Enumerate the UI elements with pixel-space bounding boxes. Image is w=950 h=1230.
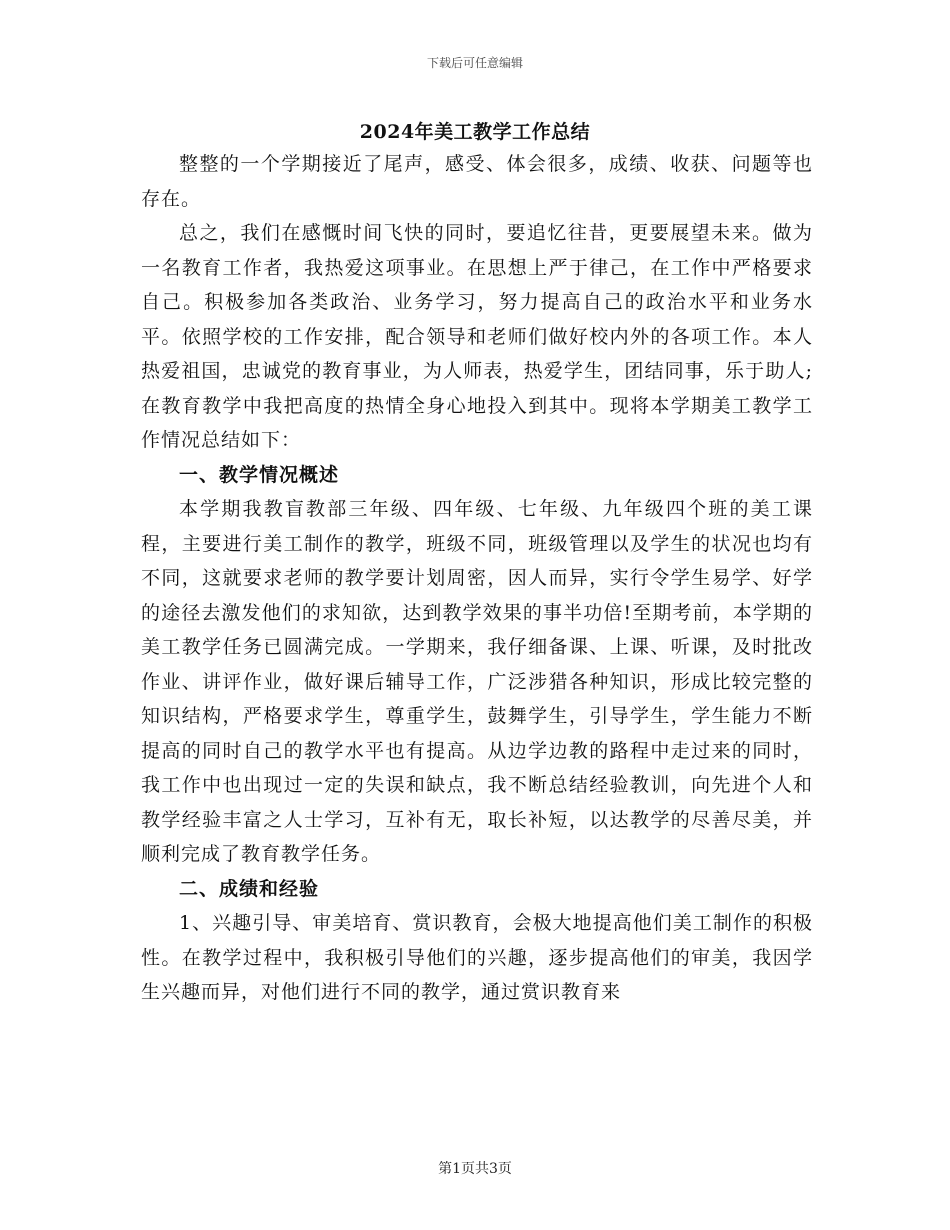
intro-paragraph-1: 整整的一个学期接近了尾声，感受、体会很多，成绩、收获、问题等也存在。 — [141, 153, 813, 210]
document-title: 2024年美工教学工作总结 — [359, 121, 591, 143]
section-heading-2: 二、成绩和经验 — [179, 877, 320, 900]
page-number-footer: 第1页共3页 — [438, 1161, 512, 1177]
page-header-note: 下载后可任意编辑 — [426, 56, 523, 70]
section-2-paragraph: 1、兴趣引导、审美培育、赏识教育，会极大地提高他们美工制作的积极性。在教学过程中，我积极引导他们的兴趣，逐步提高他们的审美，我因学生兴趣而异，对他们进行不同的教学，通过赏识教育来 — [141, 912, 813, 1003]
section-1-paragraph: 本学期我教盲教部三年级、四年级、七年级、九年级四个班的美工课程，主要进行美工制作的教学，班级不同，班级管理以及学生的状况也均有不同，这就要求老师的教学要计划周密，因人而异，实行令学生易学、好学的途径去激发他们的求知欲，达到教学效果的事半功倍!至期考前，本学期的美工教学任务已圆满完成。一学期来，我仔细备课、上课、听课，及时批改作业、讲评作业，做好课后辅导工作，广泛涉猎各种知识，形成比较完整的知识结构，严格要求学生，尊重学生，鼓舞学生，引导学生，学生能力不断提高的同时自己的教学水平也有提高。从边学边教的路程中走过来的同时，我工作中也出现过一定的失误和缺点，我不断总结经验教训，向先进个人和教学经验丰富之人士学习，互补有无，取长补短，以达教学的尽善尽美，并顺利完成了教育教学任务。 — [141, 498, 813, 865]
intro-paragraph-2: 总之，我们在感慨时间飞快的同时，要追忆往昔，更要展望未来。做为一名教育工作者，我热爱这项事业。在思想上严于律己，在工作中严格要求自己。积极参加各类政治、业务学习，努力提高自己的政治水平和业务水平。依照学校的工作安排，配合领导和老师们做好校内外的各项工作。本人热爱祖国，忠诚党的教育事业，为人师表，热爱学生，团结同事，乐于助人;在教育教学中我把高度的热情全身心地投入到其中。现将本学期美工教学工作情况总结如下： — [141, 222, 813, 451]
document-body — [141, 147, 813, 1010]
section-heading-1: 一、教学情况概述 — [179, 463, 340, 486]
